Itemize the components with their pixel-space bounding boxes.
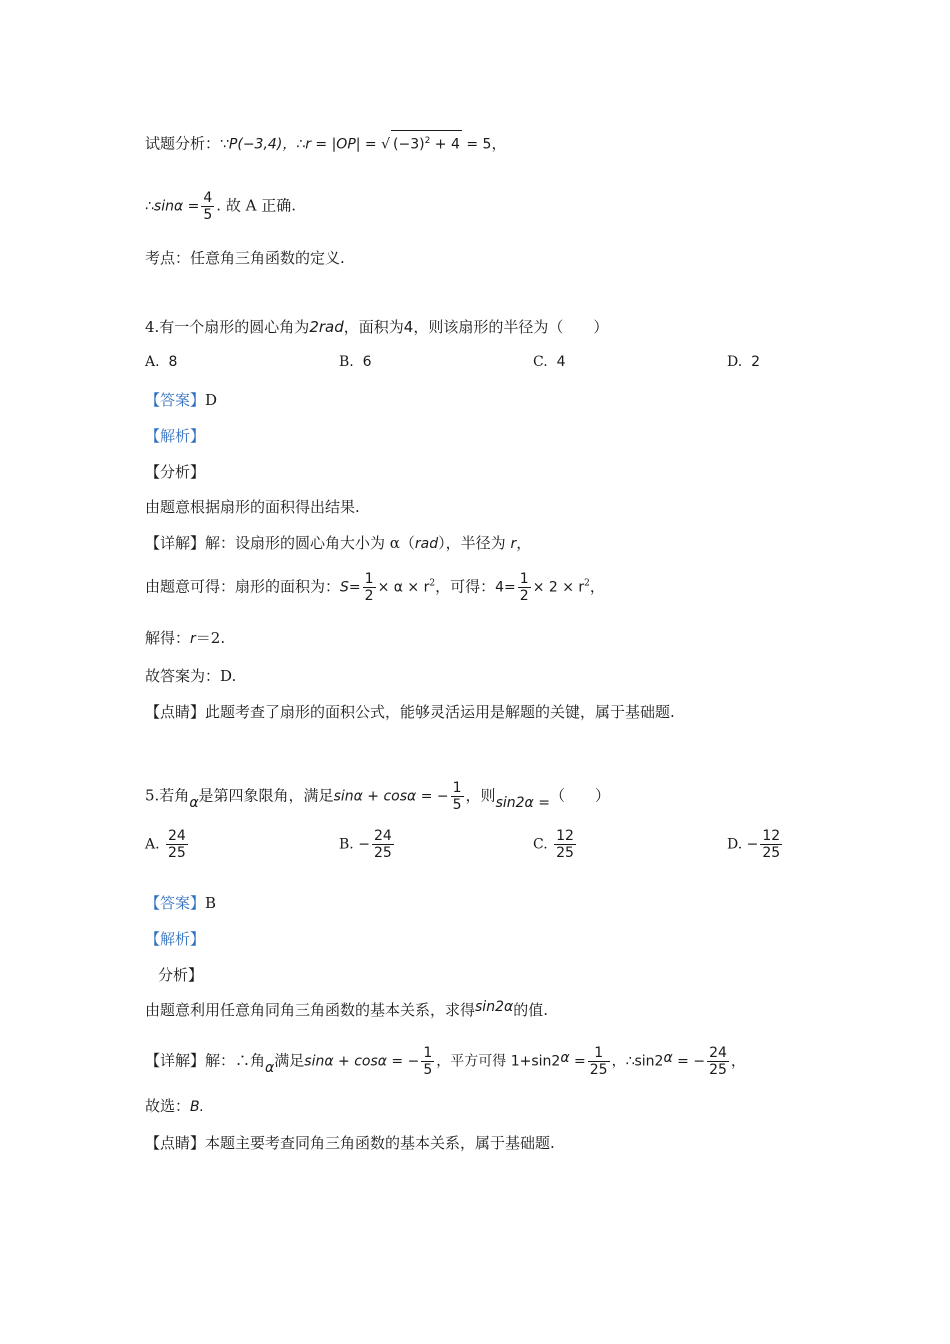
q5-comment [145,1133,555,1153]
fraction-4-5 [201,190,214,223]
fraction-denominator: 2 [364,588,374,604]
radius-formula-start: ，∴r = |OP| = [282,136,382,153]
option-fraction [166,828,188,861]
fraction-numerator: 24 [373,828,392,844]
choose-text: 故选： [145,1097,191,1115]
q5-stem-pre: 5.若角 [145,786,190,805]
sin-expression: ∴sinα = [145,198,200,215]
sqrt-exponent: 2 [424,136,431,146]
radius-symbol: r [190,631,196,647]
punct: ， [589,577,605,596]
q5-fenxi-tag: 分析】 [158,966,204,984]
fraction-numerator: 1 [364,571,374,587]
fraction-1-2 [363,571,376,604]
q4-area: 4 [403,318,414,336]
q4-fenxi-text: 由题意根据扇形的面积得出结果. [145,498,360,516]
q4-solve [145,628,225,649]
detail-text: 满足 [274,1051,305,1070]
analysis-line-op: 试题分析：∵P(−3,4)，∴r = |OP| = √ $(-3)^2 + 4 = 5$， [145,130,506,155]
q4-stem-mid: ，面积为 [343,318,404,336]
q5-option-a[interactable] [145,828,190,861]
q5-condition: sinα + cosα = − [333,788,449,805]
conclusion-text: . 故 A 正确. [216,196,296,215]
area-formula: × α × r [377,579,430,596]
analysis-line-sin [145,190,296,223]
option-fraction [554,828,576,861]
fraction-numerator: 24 [168,828,186,844]
exponent: 2 [429,578,436,589]
q4-answer-line: 故答案为：D. [145,667,237,685]
solve-value: ＝2. [195,629,226,647]
fraction-denominator: 25 [373,845,392,861]
q5-fenxi [145,1000,548,1021]
q5-choose [145,1096,204,1117]
q5-jiexi-tag: 【解析】 [145,930,206,948]
option-label: D. [727,354,743,370]
comment-tag: 【点睛】 [145,703,206,721]
alpha-symbol: α [560,1049,570,1066]
q5-stem-then: ，则 [465,786,496,805]
fraction-1-25 [588,1045,610,1078]
q4-jiexi-tag: 【解析】 [145,427,206,445]
equals: = [569,1053,586,1070]
q4-fenxi-tag: 【分析】 [145,463,206,481]
answer-tag: 【答案】 [145,894,206,912]
detail-tag: 【详解】 [145,534,206,552]
fenxi-text: 的值. [513,1001,548,1019]
comment-text: 本题主要考查同角三角函数的基本关系，属于基础题. [205,1134,555,1152]
q5-paren: （ ） [549,786,610,805]
alpha-symbol: α [189,794,199,811]
q4-option-b[interactable] [339,352,372,372]
option-sign: − [358,836,370,853]
option-value: 4 [556,354,566,370]
sqrt-base: (−3) [393,136,425,153]
q4-stem [145,317,608,337]
therefore-text: ，∴sin2 [611,1053,664,1070]
option-fraction [760,828,782,861]
fraction-denominator: 25 [556,845,574,861]
fraction-1-5 [421,1045,434,1078]
q4-option-d[interactable] [727,352,760,372]
q4-comment [145,702,675,722]
q4-stem-pre: 4.有一个扇形的圆心角为 [145,318,310,336]
equals: = − [672,1053,706,1070]
area-text: 由题意可得：扇形的面积为： [145,577,341,596]
exponent: 2 [584,578,590,589]
alpha-symbol: α [265,1059,275,1076]
option-value: 8 [168,354,178,370]
fraction-1-2 [518,571,531,604]
option-fraction [372,828,394,861]
fraction-numerator: 4 [203,190,213,206]
area-text: ，可得： [435,577,496,596]
fraction-24-25 [707,1045,729,1078]
option-label: D. [727,836,743,853]
punct: ， [516,534,532,552]
equals: = [348,579,361,596]
fenxi-text: 由题意利用任意角同角三角函数的基本关系，求得 [145,1001,476,1019]
q5-option-c[interactable] [533,828,578,861]
q5-option-d[interactable] [727,828,784,861]
fraction-denominator: 5 [423,1062,433,1078]
solve-text: 解得： [145,629,191,647]
q4-answer [145,390,217,410]
option-label: B. [339,354,354,370]
fraction-numerator: 1 [588,1045,610,1062]
fraction-denominator: 25 [168,845,186,861]
detail-text: 解：∴角 [205,1051,266,1070]
fraction-denominator: 25 [709,1062,727,1078]
option-value: 2 [751,354,761,370]
fraction-numerator: 1 [519,571,529,587]
sin2a-expression: sin2α [475,999,514,1015]
fraction-1-5 [451,780,464,813]
detail-text: ），半径为 [438,534,511,552]
q5-target: sin2α = [495,794,550,811]
option-label: C. [533,354,548,370]
q5-option-b[interactable] [339,828,396,861]
q5-stem-mid: 是第四象限角，满足 [198,786,334,805]
answer-value: B [205,894,217,912]
q5-stem [145,780,610,813]
q5-detail [145,1045,746,1078]
q4-stem-post: ，则该扇形的半径为（ ） [413,318,609,336]
answer-tag: 【答案】 [145,391,206,409]
fraction-numerator: 1 [452,780,462,796]
q4-detail [145,533,531,554]
given-point: ∵P(−3,4) [220,136,283,153]
option-label: B. [339,836,354,853]
punct: ， [491,134,507,153]
detail-tag: 【详解】 [145,1051,206,1070]
area-value: 4 [495,579,505,596]
comment-text: 此题考查了扇形的面积公式，能够灵活运用是解题的关键，属于基础题. [205,703,675,721]
fraction-denominator: 5 [452,797,462,813]
fraction-denominator: 25 [762,845,781,861]
analysis-kaodian: 考点：任意角三角函数的定义. [145,249,345,267]
q4-area-line [145,571,605,604]
fraction-denominator: 2 [519,588,529,604]
area-symbol: S [340,579,349,596]
fraction-numerator: 12 [762,828,781,844]
choose-value: B. [190,1099,205,1115]
q4-option-c[interactable] [533,352,566,372]
equals: = [504,579,516,596]
radius-symbol: r [510,536,517,552]
answer-value: D [205,391,218,409]
punct: ， [730,1051,746,1070]
option-sign: − [746,836,759,853]
alpha-symbol: α [663,1049,673,1066]
q5-answer [145,893,216,913]
fraction-numerator: 1 [423,1045,433,1061]
area-formula: × 2 × r [532,579,585,596]
detail-text: 解：设扇形的圆心角大小为 α（ [205,534,415,552]
option-label: A. [145,836,160,853]
option-label: A. [145,354,160,370]
fraction-denominator: 5 [203,207,213,223]
option-value: 6 [362,354,372,370]
fraction-numerator: 12 [556,828,574,844]
comment-tag: 【点睛】 [145,1134,206,1152]
rad-unit: rad [414,536,439,552]
q4-angle: 2rad [309,318,344,336]
analysis-label: 试题分析： [145,134,221,153]
option-label: C. [533,836,548,853]
radius-result: = 5 [461,136,492,153]
square-text: ，平方可得 1+sin2 [436,1053,561,1070]
fraction-denominator: 25 [589,1062,608,1078]
sqrt-tail: + 4 [430,136,460,153]
q5-condition: sinα + cosα = − [304,1053,420,1070]
q4-option-a[interactable] [145,352,177,372]
fraction-numerator: 24 [709,1045,727,1061]
